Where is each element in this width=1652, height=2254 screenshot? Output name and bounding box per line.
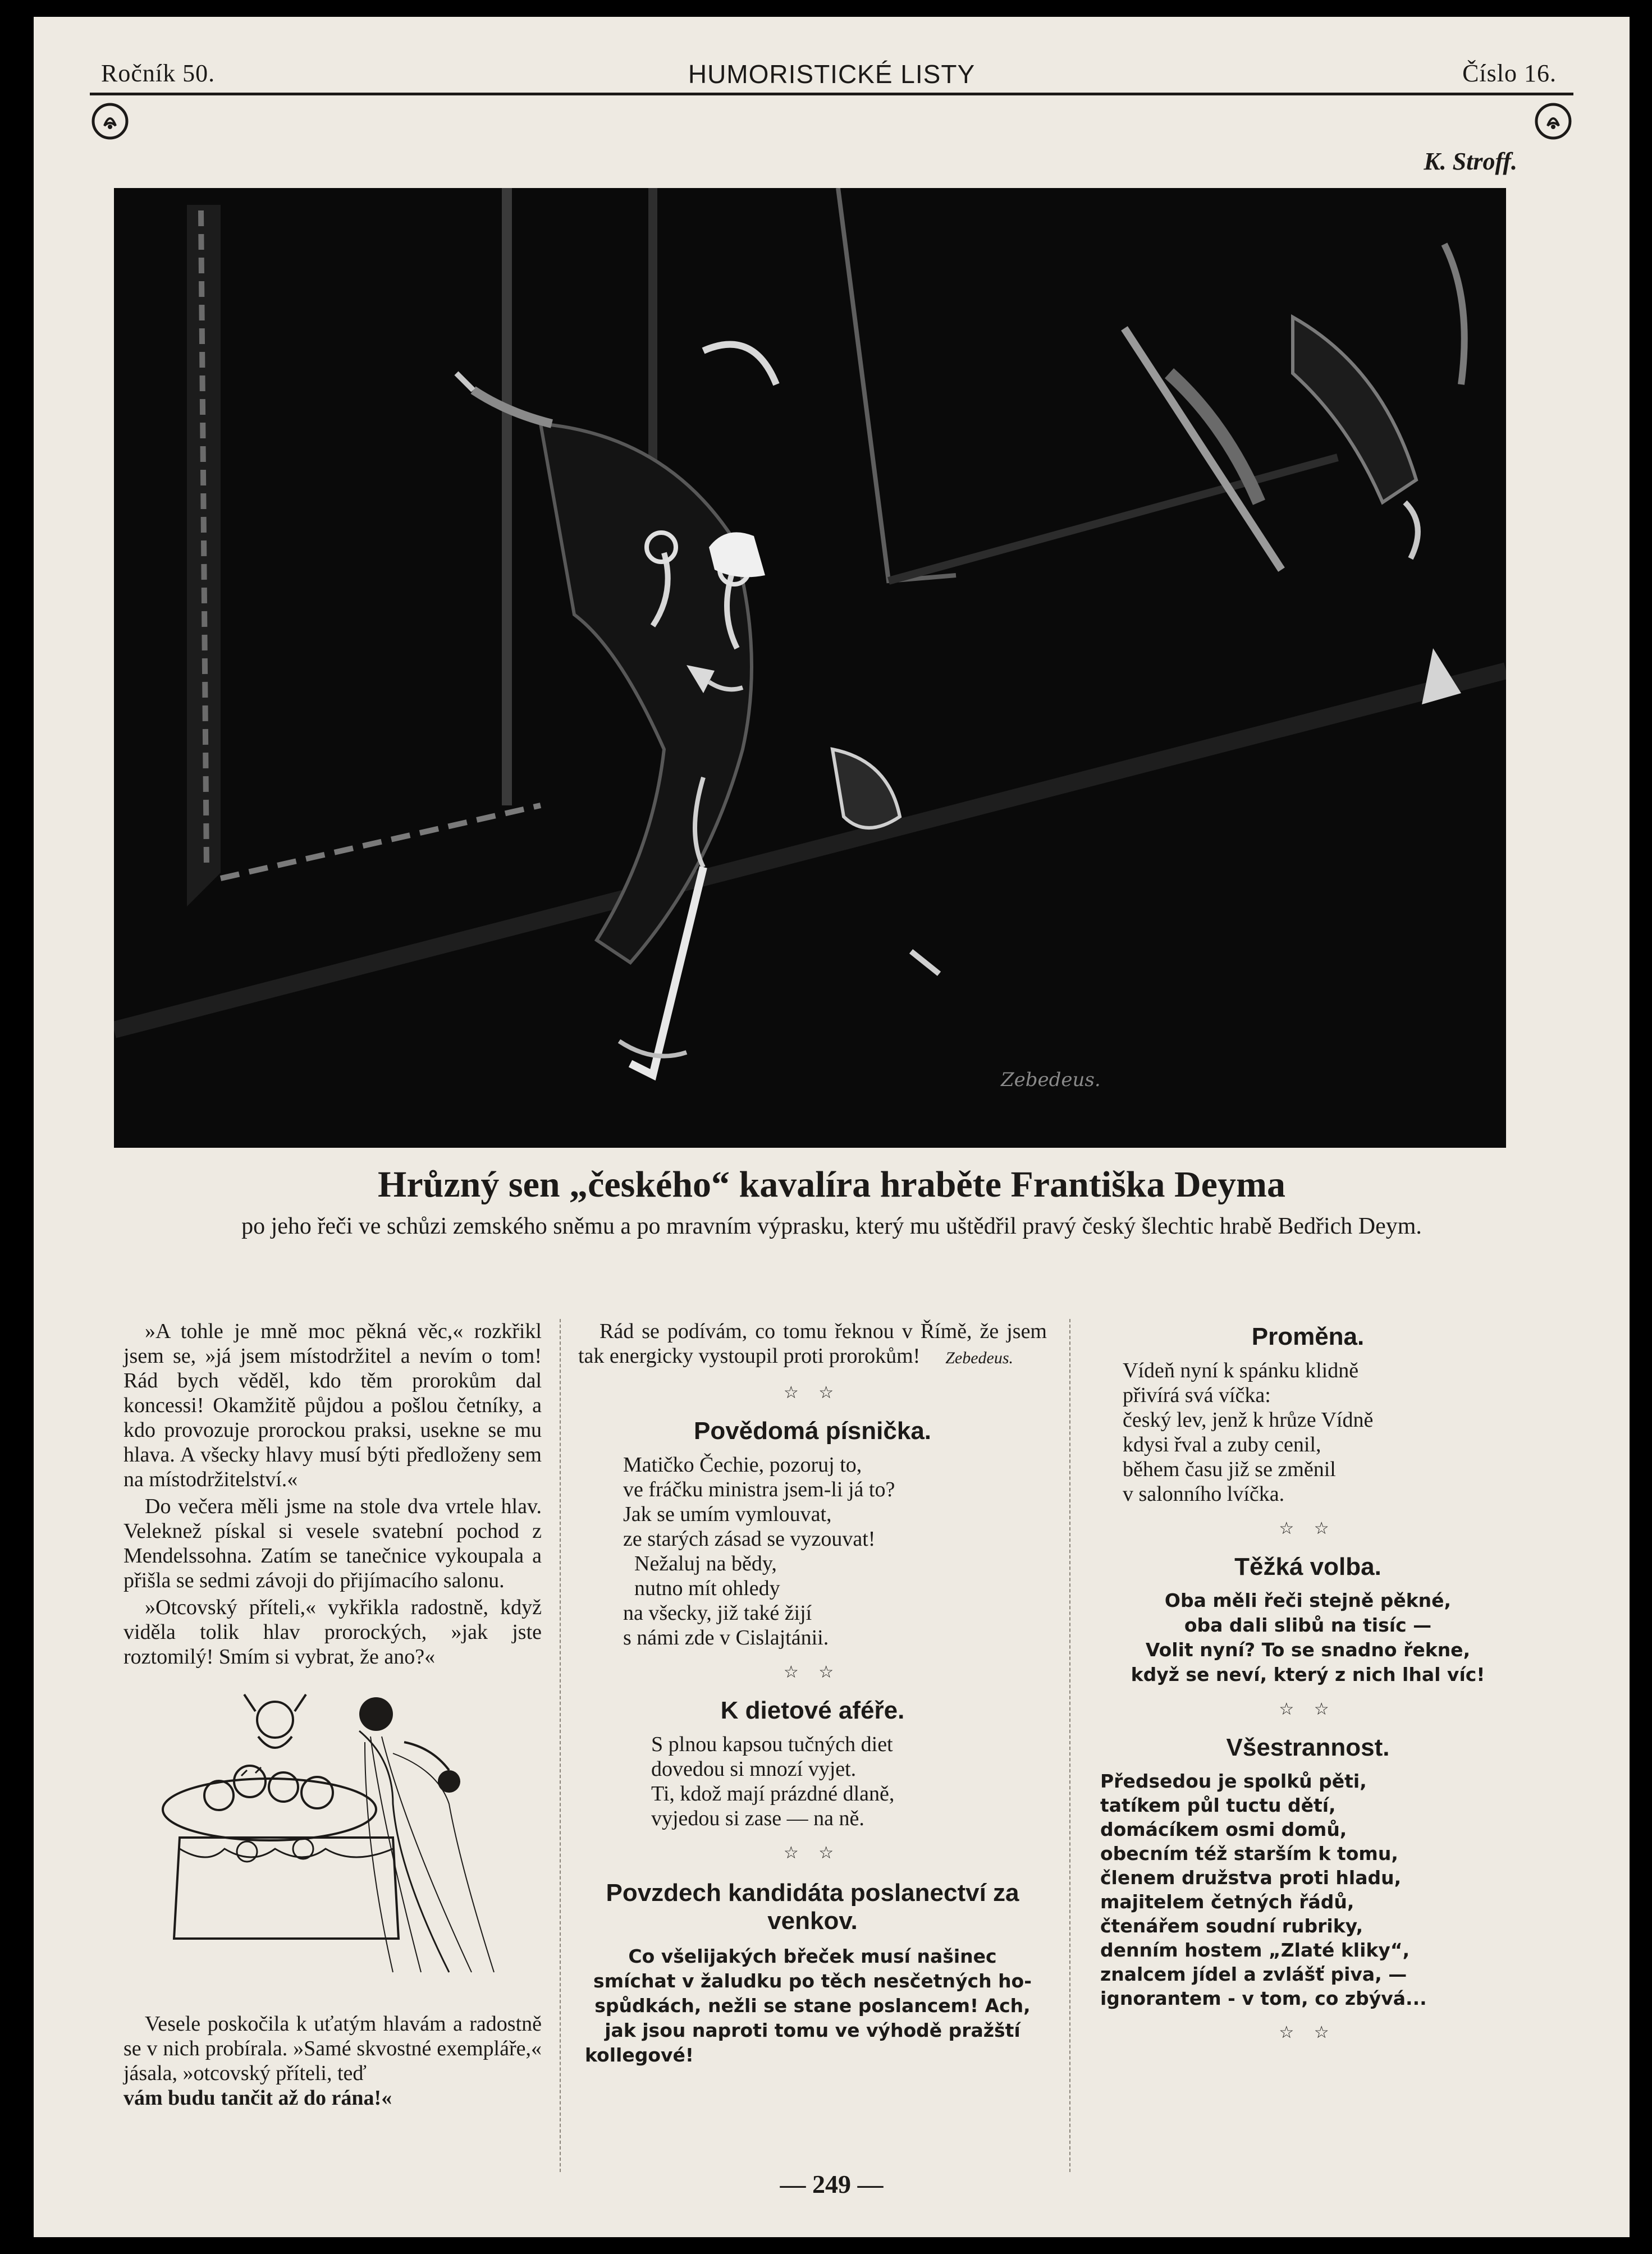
column-divider bbox=[560, 1319, 561, 2172]
poem-line: Ti, kdož mají prázdné dlaně, bbox=[651, 1782, 895, 1806]
text-line: smíchat v žaludku po těch nesčetných ho- bbox=[593, 1970, 1032, 1992]
story-paragraph: »A tohle je mně moc pěkná věc,« rozkřikl jsem se, »já jsem místodržitel a nevím o tom! Rád bych věděl, kdo těm prorokům dal koncessi! Okamžitě půjdou a pošlou četníky, a kdo provozuje prorockou praksi, usekne se mu hlava. A všecky hlavy musí býti předloženy sem na místodržitelství.« bbox=[123, 1320, 542, 1491]
poem-line: denním hostem „Zlaté kliky“, bbox=[1100, 1939, 1410, 1961]
column-middle bbox=[578, 1319, 1047, 2068]
candidate-text bbox=[578, 1944, 1047, 2068]
song-poem bbox=[578, 1453, 1047, 1650]
poem-line: v salonního lvíčka. bbox=[1123, 1482, 1285, 1506]
story-paragraph: Vesele poskočila k uťatým hlavám a radostně se v nich probírala. »Samé skvostné exempláře,« jásala, »otcovský příteli, teď bbox=[123, 2012, 542, 2085]
poem-line: domácíkem osmi domů, bbox=[1100, 1818, 1347, 1840]
cartoon-subtitle: po jeho řeči ve schůzi zemského sněmu a po mravním výprasku, který mu uštědřil pravý český šlechtic hrabě Bedřich Deym. bbox=[241, 1213, 1422, 1239]
story-paragraph: Do večera měli jsme na stole dva vrtele hlav. Veleknež pískal si vesele svatební pochod z Mendelssohna. Zatím se tanečnice vykoupala a přišla se sedmi závoji do přijímacího salonu. bbox=[123, 1495, 542, 1592]
poem-line: oba dali slibů na tisíc — bbox=[1184, 1614, 1432, 1636]
main-illustration bbox=[114, 188, 1506, 1148]
versatility-poem bbox=[1089, 1769, 1527, 2010]
section-separator: ☆ ☆ bbox=[1279, 1700, 1337, 1719]
newspaper-page bbox=[34, 17, 1630, 2237]
poem-line: český lev, jenž k hrůze Vídně bbox=[1123, 1408, 1374, 1432]
story-paragraph: Rád se podívám, co tomu řeknou v Římě, že jsem tak energicky vystoupil proti prorokům! bbox=[578, 1320, 1047, 1368]
affair-title: K dietové aféře. bbox=[720, 1697, 905, 1724]
ornament-icon bbox=[1533, 101, 1573, 141]
poem-line: znalcem jídel a zvlášť piva, — bbox=[1100, 1963, 1407, 1985]
artist-credit: K. Stroff. bbox=[1424, 148, 1517, 175]
dark-scene-drawing bbox=[114, 188, 1506, 1148]
poem-line: kdysi řval a zuby cenil, bbox=[1123, 1433, 1321, 1456]
section-separator: ☆ ☆ bbox=[1279, 1519, 1337, 1538]
poem-line: Oba měli řeči stejně pěkné, bbox=[1164, 1589, 1452, 1611]
choice-poem bbox=[1089, 1588, 1527, 1687]
text-line: jak jsou naproti tomu ve výhodě pražští bbox=[605, 2019, 1021, 2041]
candidate-title: Povzdech kandidáta poslanectví za venkov. bbox=[606, 1879, 1019, 1935]
poem-line: přivírá svá víčka: bbox=[1123, 1383, 1271, 1407]
story-paragraph-ending: vám budu tančit až do rána!« bbox=[123, 2086, 392, 2110]
change-title: Proměna. bbox=[1251, 1323, 1365, 1350]
poem-line: Volit nyní? To se snadno řekne, bbox=[1145, 1639, 1471, 1661]
poem-line: Vídeň nyní k spánku klidně bbox=[1123, 1359, 1359, 1382]
column-left bbox=[123, 1319, 542, 2110]
column-divider bbox=[1069, 1319, 1070, 2172]
poem-line: když se neví, který z nich lhal víc! bbox=[1131, 1664, 1485, 1685]
poem-line: nutno mít ohledy bbox=[634, 1577, 780, 1600]
page-number: — 249 — bbox=[780, 2170, 884, 2198]
header-rule bbox=[90, 93, 1573, 95]
poem-line: dovedou si mnozí vyjet. bbox=[651, 1757, 857, 1781]
masthead-title: HUMORISTICKÉ LISTY bbox=[688, 59, 976, 89]
text-line: spůdkách, nežli se stane poslancem! Ach, bbox=[594, 1995, 1031, 2017]
poem-line: tatíkem půl tuctu dětí, bbox=[1100, 1794, 1336, 1816]
author-signature: Zebedeus. bbox=[945, 1349, 1013, 1367]
ornament-icon bbox=[90, 101, 130, 141]
poem-line: obecním též starším k tomu, bbox=[1100, 1843, 1398, 1864]
section-separator: ☆ ☆ bbox=[783, 1383, 842, 1402]
issue-label: Číslo 16. bbox=[1462, 59, 1557, 87]
poem-line: s námi zde v Cislajtánii. bbox=[623, 1626, 829, 1650]
story-paragraph: »Otcovský příteli,« vykřikla radostně, když viděla tolik hlav prorockých, »jak jste roztomilý! Smím si vybrat, že ano?« bbox=[123, 1596, 542, 1669]
text-line: kollegové! bbox=[585, 2044, 694, 2066]
poem-line: vyjedou si zase — na ně. bbox=[651, 1807, 864, 1830]
poem-line: Matičko Čechie, pozoruj to, bbox=[623, 1453, 862, 1477]
section-separator: ☆ ☆ bbox=[1279, 2023, 1337, 2042]
song-title: Povědomá písnička. bbox=[693, 1417, 932, 1445]
section-separator: ☆ ☆ bbox=[783, 1663, 842, 1682]
section-separator: ☆ ☆ bbox=[783, 1844, 842, 1862]
illustration-signature: Zebedeus. bbox=[1001, 1069, 1101, 1091]
dancer-sketch bbox=[157, 1680, 505, 1995]
poem-line: ignorantem - v tom, co zbývá... bbox=[1100, 1987, 1427, 2009]
poem-line: S plnou kapsou tučných diet bbox=[651, 1733, 893, 1756]
poem-line: čtenářem soudní rubriky, bbox=[1100, 1915, 1363, 1937]
poem-line: Nežaluj na bědy, bbox=[634, 1552, 777, 1575]
text-line: Co všelijakých břeček musí našinec bbox=[628, 1945, 997, 1967]
poem-line: během času již se změnil bbox=[1123, 1458, 1336, 1481]
column-right bbox=[1089, 1319, 1527, 2059]
poem-line: na všecky, již také žijí bbox=[623, 1601, 812, 1625]
change-poem bbox=[1089, 1358, 1527, 1506]
poem-line: majitelem četných řádů, bbox=[1100, 1891, 1354, 1913]
volume-label: Ročník 50. bbox=[101, 59, 216, 87]
poem-line: Předsedou je spolků pěti, bbox=[1100, 1770, 1367, 1792]
cartoon-title: Hrůzný sen „českého“ kavalíra hraběte Františka Deyma bbox=[378, 1164, 1285, 1205]
poem-line: ze starých zásad se vyzouvat! bbox=[623, 1527, 876, 1551]
choice-title: Těžká volba. bbox=[1234, 1553, 1381, 1580]
poem-line: Jak se umím vymlouvat, bbox=[623, 1502, 832, 1526]
affair-poem bbox=[578, 1732, 1047, 1831]
poem-line: ve fráčku ministra jsem-li já to? bbox=[623, 1478, 895, 1501]
poem-line: členem družstva proti hladu, bbox=[1100, 1867, 1402, 1889]
versatility-title: Všestrannost. bbox=[1226, 1734, 1390, 1761]
